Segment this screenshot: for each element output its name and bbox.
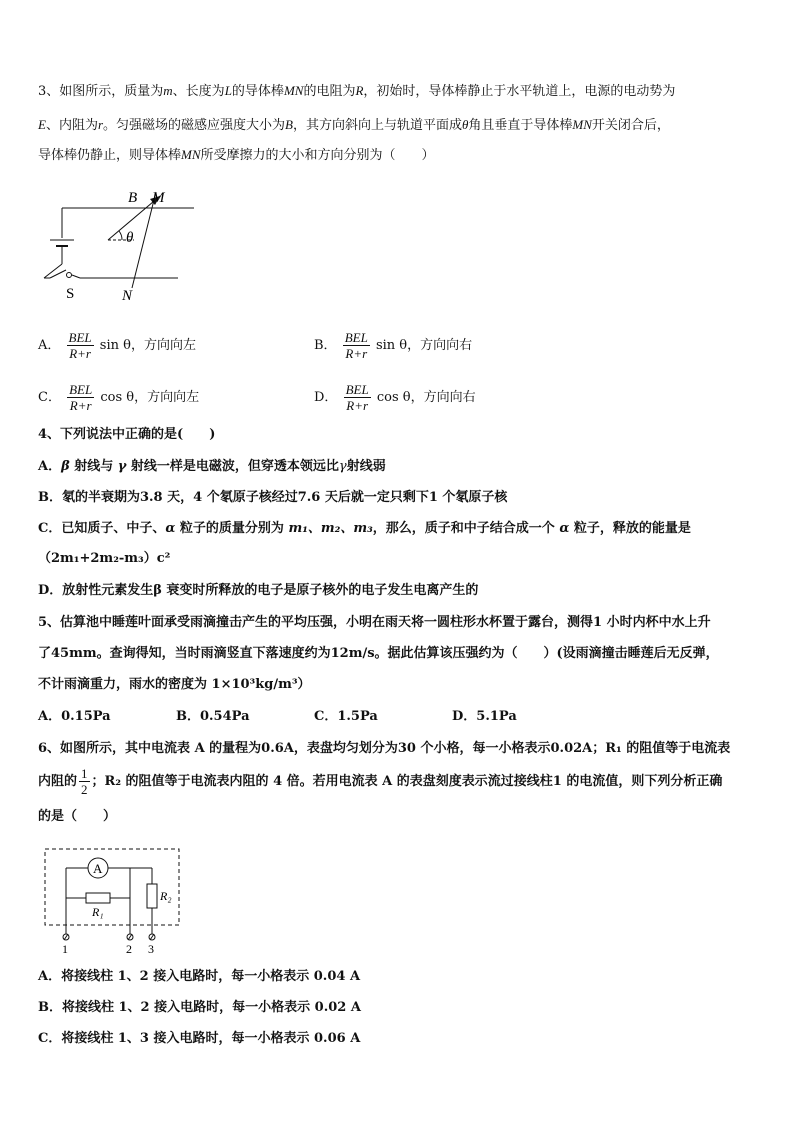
q3-option-a[interactable]: A． $\frac{\text{BEL}}{R+r}$ sin θ，方向向左 <box>38 330 196 361</box>
label-ammeter: A <box>93 861 103 876</box>
q6-option-c[interactable]: C．将接线柱 1、3 接入电路时，每一小格表示 0.06 A <box>38 1031 361 1046</box>
label-m: M <box>152 190 165 206</box>
label-terminal-1: 1 <box>62 942 68 956</box>
dashed-box <box>45 849 179 925</box>
q3-circuit-diagram <box>36 180 206 304</box>
q6-option-a[interactable]: A．将接线柱 1、2 接入电路时，每一小格表示 0.04 A <box>38 969 361 984</box>
theta-arc <box>119 231 122 240</box>
q3-stem-line-2: E、内阻为r。匀强磁场的磁感应强度大小为B，其方向斜向上与轨道平面成θ角且垂直于导体棒MN开关闭合后， <box>38 117 670 133</box>
conductor-rod-mn <box>132 192 156 288</box>
label-r2: R₂ <box>160 889 172 903</box>
q3-option-b[interactable]: B． $\frac{\text{BEL}}{R+r}$ sin θ，方向向右 <box>314 330 473 361</box>
q4-option-b[interactable]: B．氡的半衰期为3.8 天，4 个氡原子核经过7.6 天后就一定只剩下1 个氡原子核 <box>38 490 508 505</box>
label-terminal-2: 2 <box>126 942 132 956</box>
label-b: B <box>128 190 138 206</box>
q4-option-c-line-2: （2m₁+2m₂-m₃）c² <box>38 551 171 566</box>
label-terminal-3: 3 <box>148 942 154 956</box>
label-r1: R₁ <box>92 905 104 919</box>
resistor-r1 <box>86 893 110 903</box>
q5-option-d[interactable]: D．5.1Pa <box>452 709 517 724</box>
switch-contact <box>67 273 72 278</box>
q5-stem-line-2: 了45mm。查询得知，当时雨滴竖直下落速度约为12m/s。据此估算该压强约为（ ）(设雨滴撞击睡莲后无反弹， <box>38 646 719 661</box>
q5-option-c[interactable]: C．1.5Pa <box>314 709 378 724</box>
q6-stem-line-1: 6、如图所示，其中电流表 A 的量程为0.6A，表盘均匀划分为30 个小格，每一小格表示0.02A；R₁ 的阻值等于电流表 <box>38 741 731 756</box>
fraction-one-half: $\frac{1}{2}$ <box>81 766 88 797</box>
q4-option-a[interactable]: A．β 射线与 γ 射线一样是电磁波，但穿透本领远比γ射线弱 <box>38 459 386 474</box>
q3-stem-line-1: 3、如图所示，质量为m、长度为L的导体棒MN的电阻为R，初始时，导体棒静止于水平轨道上，电源的电动势为 <box>38 83 676 99</box>
resistor-r2 <box>147 884 157 908</box>
fraction: $\frac{\text{BEL}}{R+r}$ <box>68 330 92 361</box>
q4-option-c[interactable]: C．已知质子、中子、α 粒子的质量分别为 m₁、m₂、m₃，那么，质子和中子结合成一个 α 粒子，释放的能量是 <box>38 521 691 536</box>
fraction: $\frac{\text{BEL}}{R+r}$ <box>344 330 368 361</box>
q3-option-c[interactable]: C． $\frac{\text{BEL}}{R+r}$ cos θ，方向向左 <box>38 382 200 413</box>
q6-circuit-diagram <box>44 848 184 956</box>
fraction: $\frac{\text{BEL}}{R+r}$ <box>69 382 93 413</box>
q3-option-d[interactable]: D． $\frac{\text{BEL}}{R+r}$ cos θ，方向向右 <box>314 382 476 413</box>
q5-option-a[interactable]: A．0.15Pa <box>38 709 111 724</box>
label-n: N <box>122 288 133 304</box>
q5-stem-line-1: 5、估算池中睡莲叶面承受雨滴撞击产生的平均压强，小明在雨天将一圆柱形水杯置于露台，测得1 小时内杯中水上升 <box>38 615 711 630</box>
q6-option-b[interactable]: B．将接线柱 1、2 接入电路时，每一小格表示 0.02 A <box>38 1000 361 1015</box>
q5-stem-line-3: 不计雨滴重力，雨水的密度为 1×10³kg/m³） <box>38 677 311 692</box>
label-s: S <box>66 286 75 302</box>
q6-stem-line-3: 的是（ ） <box>38 809 117 824</box>
fraction: $\frac{\text{BEL}}{R+r}$ <box>345 382 369 413</box>
label-theta: θ <box>126 230 134 246</box>
q5-option-b[interactable]: B．0.54Pa <box>176 709 250 724</box>
q4-stem: 4、下列说法中正确的是( ) <box>38 427 216 442</box>
q4-option-d[interactable]: D．放射性元素发生β 衰变时所释放的电子是原子核外的电子发生电离产生的 <box>38 583 479 598</box>
q6-stem-line-2: 内阻的 $\frac{1}{2}$ ；R₂ 的阻值等于电流表内阻的 4 倍。若用电流表 A 的表盘刻度表示流过接线柱1 的电流值，则下列分析正确 <box>38 766 723 797</box>
q3-stem-line-3: 导体棒仍静止，则导体棒MN所受摩擦力的大小和方向分别为（ ） <box>38 147 435 163</box>
